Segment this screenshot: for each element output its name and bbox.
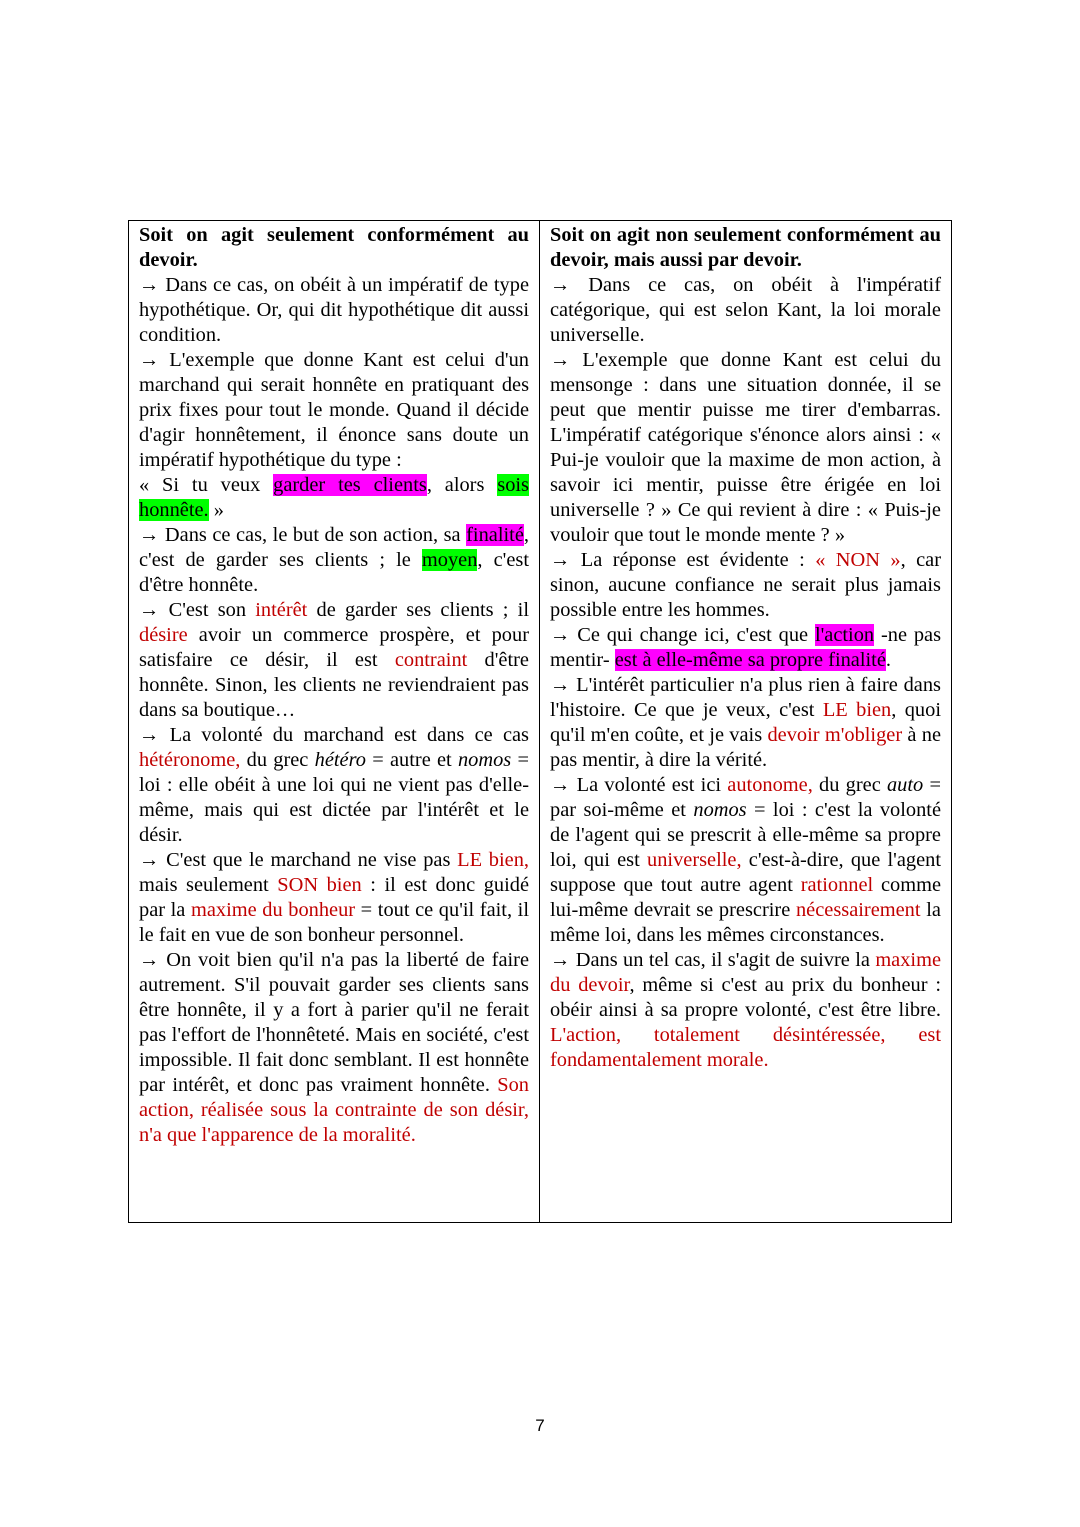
left-paragraph-2: → L'exemple que donne Kant est celui d'un marchand qui serait honnête en pratiquant des prix fixes pour tout le monde. Quand il décide d'agir honnêtement, il énonce sans doute un impératif hypothétique du type : bbox=[139, 349, 529, 471]
left-paragraph-8: → On voit bien qu'il n'a pas la liberté de faire autrement. S'il pouvait garder ses clients sans être honnête, il y a fort à parier qu'il ne ferait pas l'effort de l'honnêteté. Mais en société, c'est impossible. Il fait donc semblant. Il est honnête par intérêt, et donc pas vraiment honnête. Son action, réalisée sous la contrainte de son désir, n'a que l'apparence de la moralité. bbox=[139, 949, 529, 1146]
right-title: Soit on agit non seulement conformément au devoir, mais aussi par devoir. bbox=[550, 224, 941, 271]
left-paragraph-4: → Dans ce cas, le but de son action, sa finalité, c'est de garder ses clients ; le moyen, c'est d'être honnête. bbox=[139, 524, 529, 596]
right-paragraph-4: → Ce qui change ici, c'est que l'action -ne pas mentir- est à elle-même sa propre finalité. bbox=[550, 624, 942, 671]
highlight-propre-finalite: est à elle-même sa propre finalité bbox=[614, 649, 886, 671]
right-column bbox=[540, 221, 951, 1222]
right-paragraph-6: → La volonté est ici autonome, du grec auto = par soi-même et nomos = loi : c'est la volonté de l'agent qui se prescrit à elle-même sa propre loi, qui est universelle, c'est-à-dire, que l'agent suppose que tout autre agent rationnel comme lui-même devrait se prescrire nécessairement la même loi, dans les mêmes circonstances. bbox=[550, 774, 941, 946]
left-paragraph-6: → La volonté du marchand est dans ce cas hétéronome, du grec hétéro = autre et nomos = loi : elle obéit à une loi qui ne vient pas d'elle-même, mais qui est dictée par l'intérêt et le désir. bbox=[139, 724, 529, 846]
highlight-moyen: moyen bbox=[421, 549, 478, 571]
highlight-garder-clients: garder tes clients bbox=[273, 474, 427, 496]
left-title: Soit on agit seulement conformément au devoir. bbox=[139, 224, 529, 271]
left-paragraph-5: → C'est son intérêt de garder ses clients ; il désire avoir un commerce prospère, et pour satisfaire ce désir, il est contraint d'être honnête. Sinon, les clients ne reviendraient pas dans sa boutique… bbox=[139, 599, 530, 721]
page-number: 7 bbox=[535, 1416, 545, 1435]
highlight-finalite: finalité bbox=[466, 524, 524, 546]
right-paragraph-2: → L'exemple que donne Kant est celui du mensonge : dans une situation donnée, il se peut que mentir puisse me tirer d'embarras. L'impératif catégorique s'énonce alors ainsi : « Pui-je vouloir que la maxime de mon action, à savoir ici mentir, puisse être érigée en loi universelle ? » Ce qui revient à dire : « Puis-je vouloir que tout le monde mente ? » bbox=[550, 349, 941, 546]
right-paragraph-5: → L'intérêt particulier n'a plus rien à faire dans l'histoire. Ce que je veux, c'est LE bien, quoi qu'il m'en coûte, et je vais devoir m'obliger à ne pas mentir, à dire la vérité. bbox=[550, 674, 941, 771]
highlight-sois-honnete: sois honnête. bbox=[139, 474, 529, 521]
left-column bbox=[129, 221, 540, 1222]
right-paragraph-1: → Dans ce cas, on obéit à l'impératif catégorique, qui est selon Kant, la loi morale universelle. bbox=[550, 274, 941, 346]
right-paragraph-7: → Dans un tel cas, il s'agit de suivre la maxime du devoir, même si c'est au prix du bonheur : obéir ainsi à sa propre volonté, c'est être libre. L'action, totalement désintéressée, est fondamentalement morale. bbox=[550, 949, 942, 1071]
right-paragraph-3: → La réponse est évidente : « NON », car sinon, aucune confiance ne serait plus jamais possible entre les hommes. bbox=[550, 549, 941, 621]
highlight-action: l'action bbox=[814, 624, 875, 646]
left-paragraph-7: → C'est que le marchand ne vise pas LE bien, mais seulement SON bien : il est donc guidé par la maxime du bonheur = tout ce qu'il fait, il le fait en vue de son bonheur personnel. bbox=[139, 849, 530, 946]
left-paragraph-1: → Dans ce cas, on obéit à un impératif de type hypothétique. Or, qui dit hypothétique dit aussi condition. bbox=[139, 274, 529, 346]
left-paragraph-3: « Si tu veux garder tes clients, alors sois honnête. » bbox=[139, 474, 529, 521]
comparison-table bbox=[128, 220, 952, 1223]
